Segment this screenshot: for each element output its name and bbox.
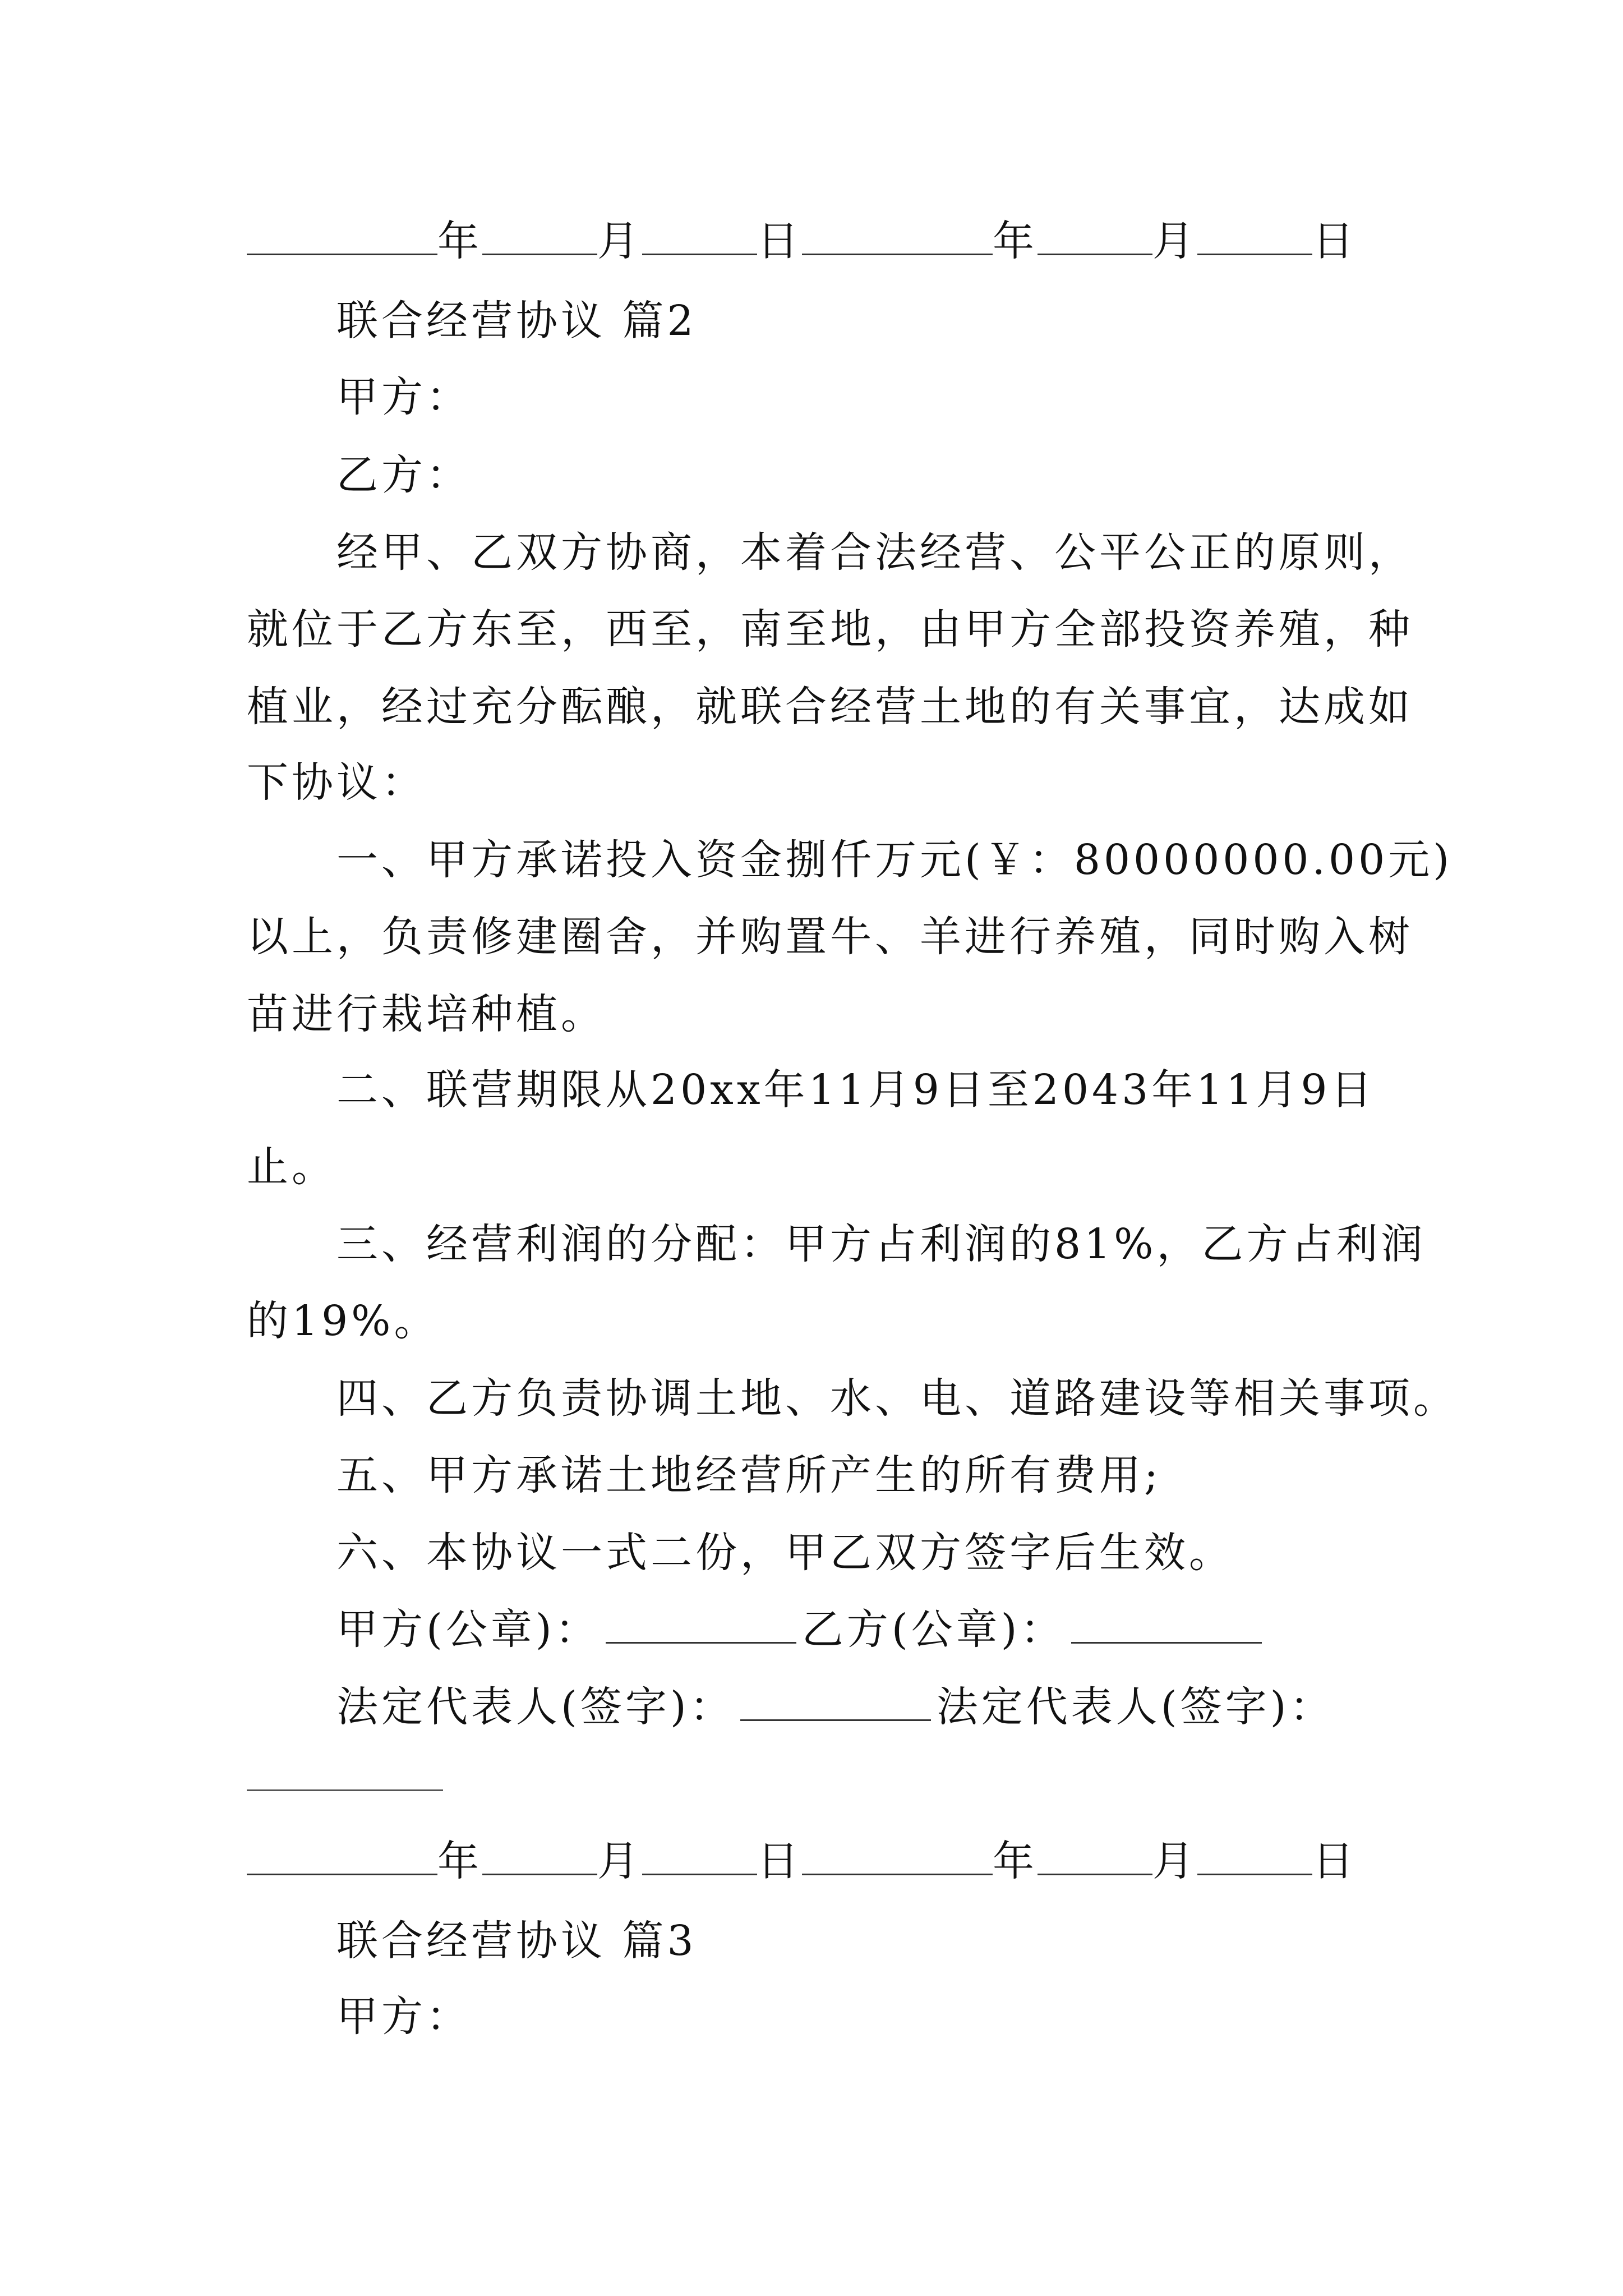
blank-line [1197, 1834, 1312, 1875]
month-label: 月 [597, 217, 642, 265]
party-a-seal-label: 甲方(公章)： [336, 1605, 600, 1654]
month-label: 月 [1152, 1837, 1197, 1885]
clause-1-line: 以上，负责修建圈舍，并购置牛、羊进行养殖，同时购入树 [247, 913, 1413, 961]
rep-row [336, 1679, 1481, 1735]
party-b-rep-label: 法定代表人(签字)： [936, 1683, 1335, 1731]
party-b-label: 乙方： [336, 451, 471, 499]
blank-line [642, 214, 757, 255]
clause-6: 六、本协议一式二份，甲乙双方签字后生效。 [336, 1529, 1234, 1577]
blank-line [1038, 214, 1152, 255]
clause-1-line: 一、甲方承诺投入资金捌仟万元(￥：80000000.00元) [336, 836, 1453, 884]
section3-title: 联合经营协议 篇3 [336, 1917, 697, 1965]
blank-line [247, 214, 437, 255]
year-label: 年 [437, 217, 482, 265]
blank-line [802, 214, 993, 255]
month-label: 月 [1152, 217, 1197, 265]
signature-continuation-line [247, 1789, 443, 1791]
blank-line [482, 1834, 597, 1875]
blank-line [482, 214, 597, 255]
day-label: 日 [757, 217, 802, 265]
year-label: 年 [437, 1837, 482, 1885]
blank-line [642, 1834, 757, 1875]
signature-blank [606, 1603, 796, 1644]
party-a-label: 甲方： [336, 373, 471, 421]
blank-line [1038, 1834, 1152, 1875]
blank-line [247, 1834, 437, 1875]
intro-line: 经甲、乙双方协商，本着合法经营、公平公正的原则， [336, 528, 1413, 577]
month-label: 月 [597, 1837, 642, 1885]
section2-title: 联合经营协议 篇2 [336, 297, 697, 345]
clause-3-line: 三、经营利润的分配：甲方占利润的81%，乙方占利润 [336, 1220, 1426, 1268]
party-a-rep-label: 法定代表人(签字)： [336, 1683, 735, 1731]
seal-row [336, 1602, 1481, 1658]
clause-3-line: 的19%。 [247, 1297, 439, 1345]
date-row-top [247, 213, 1391, 269]
section3-party-a-label: 甲方： [336, 1993, 471, 2041]
clause-1-line: 苗进行栽培种植。 [247, 990, 606, 1038]
blank-line [1197, 214, 1312, 255]
signature-blank [1071, 1603, 1262, 1644]
intro-line: 就位于乙方东至，西至，南至地，由甲方全部投资养殖，种 [247, 605, 1413, 654]
clause-2-line: 止。 [247, 1143, 336, 1191]
clause-4: 四、乙方负责协调土地、水、电、道路建设等相关事项。 [336, 1374, 1458, 1423]
clause-5: 五、甲方承诺土地经营所产生的所有费用; [336, 1451, 1161, 1499]
signature-blank [740, 1680, 931, 1721]
day-label: 日 [757, 1837, 802, 1885]
year-label: 年 [993, 1837, 1038, 1885]
party-b-seal-label: 乙方(公章)： [801, 1605, 1066, 1654]
date-row-bottom [247, 1833, 1391, 1889]
clause-2-line: 二、联营期限从20xx年11月9日至2043年11月9日 [336, 1066, 1376, 1114]
blank-line [802, 1834, 993, 1875]
day-label: 日 [1312, 217, 1357, 265]
year-label: 年 [993, 217, 1038, 265]
intro-line: 植业，经过充分酝酿，就联合经营土地的有关事宜，达成如 [247, 683, 1413, 731]
intro-line: 下协议： [247, 758, 426, 807]
day-label: 日 [1312, 1837, 1357, 1885]
